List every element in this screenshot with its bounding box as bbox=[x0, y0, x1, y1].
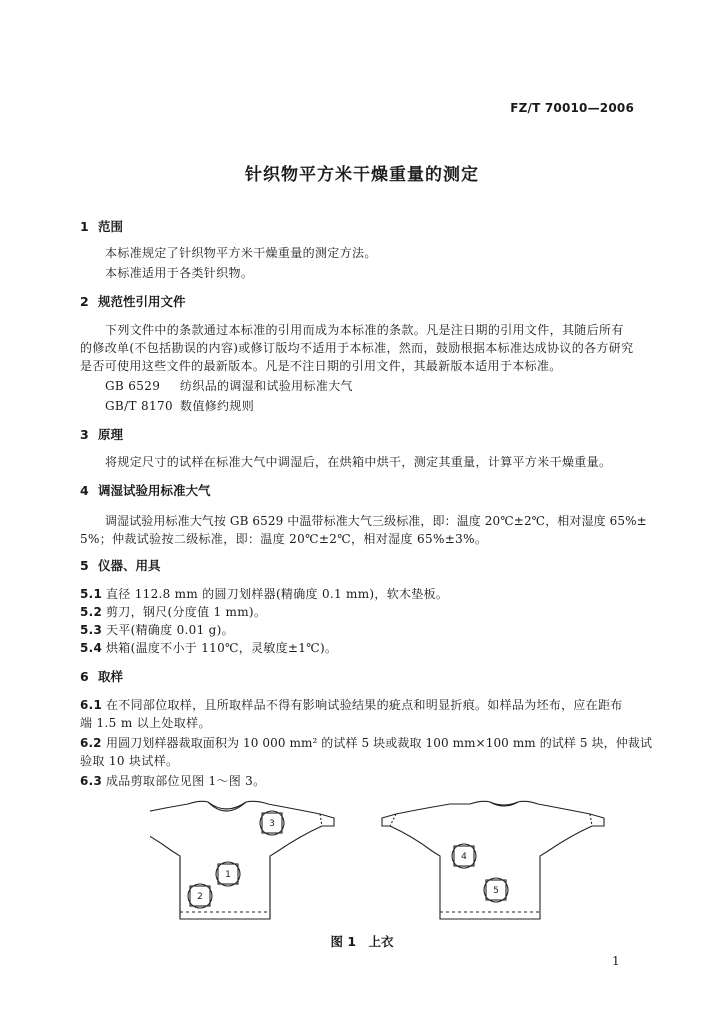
sample-label-4: 4 bbox=[461, 852, 467, 862]
paragraph-line: 的修改单(不包括勘误的内容)或修订版均不适用于本标准，然而，鼓励根据本标准达成协议的各方研究 bbox=[80, 341, 634, 355]
section-title: 仪器、用具 bbox=[98, 558, 161, 573]
section-number: 4 bbox=[80, 483, 89, 498]
clause-text-continued: 验取 10 块试样。 bbox=[80, 754, 179, 768]
clause-text: 天平(精确度 0.01 g)。 bbox=[106, 623, 234, 637]
clause-text: 剪刀，钢尺(分度值 1 mm)。 bbox=[106, 605, 267, 619]
clause-5-1 bbox=[80, 585, 448, 602]
section-number: 3 bbox=[80, 427, 89, 442]
figure-caption: 图 1 上衣 bbox=[330, 934, 394, 949]
clause-text-continued: 端 1.5 m 以上处取样。 bbox=[80, 716, 211, 730]
section-3-heading bbox=[80, 425, 123, 443]
reference-item bbox=[105, 377, 353, 394]
sample-label-2: 2 bbox=[197, 892, 203, 902]
section-title: 取样 bbox=[98, 669, 124, 684]
clause-number: 5.3 bbox=[80, 623, 103, 637]
section-number: 1 bbox=[80, 219, 89, 234]
clause-6-2 bbox=[80, 734, 652, 751]
clause-number: 6.2 bbox=[80, 736, 102, 750]
clause-number: 5.2 bbox=[80, 605, 103, 619]
paragraph: 本标准规定了针织物平方米干燥重量的测定方法。 bbox=[105, 246, 377, 260]
page-number: 1 bbox=[612, 954, 620, 968]
section-number: 6 bbox=[80, 669, 89, 684]
clause-text: 烘箱(温度不小于 110℃，灵敏度±1℃)。 bbox=[106, 641, 338, 655]
section-title: 范围 bbox=[98, 219, 124, 234]
section-title: 原理 bbox=[98, 427, 124, 442]
clause-5-4 bbox=[80, 639, 337, 656]
clause-text: 用圆刀划样器裁取面积为 10 000 mm² 的试样 5 块或裁取 100 mm×100 mm 的试样 5 块，仲裁试 bbox=[106, 736, 653, 750]
reference-code: GB/T 8170 bbox=[105, 399, 173, 413]
clause-number: 6.3 bbox=[80, 774, 103, 788]
section-number: 2 bbox=[80, 294, 89, 309]
clause-text: 成品剪取部位见图 1～图 3。 bbox=[106, 774, 266, 788]
reference-code: GB 6529 bbox=[105, 379, 161, 393]
clause-number: 6.1 bbox=[80, 698, 103, 712]
section-2-heading bbox=[80, 292, 186, 310]
paragraph-line: 是否可使用这些文件的最新版本。凡是不注日期的引用文件，其最新版本适用于本标准。 bbox=[80, 359, 562, 373]
section-title: 调湿试验用标准大气 bbox=[98, 483, 211, 498]
clause-5-2 bbox=[80, 603, 266, 620]
clause-text: 直径 112.8 mm 的圆刀划样器(精确度 0.1 mm)，软木垫板。 bbox=[106, 587, 449, 601]
paragraph-line: 调湿试验用标准大气按 GB 6529 中温带标准大气三级标准，即：温度 20℃±2℃，相对湿度 65%± bbox=[105, 514, 647, 528]
reference-item bbox=[105, 397, 254, 414]
garment-front bbox=[150, 801, 334, 919]
section-title: 规范性引用文件 bbox=[98, 294, 186, 309]
section-4-heading bbox=[80, 481, 211, 499]
paragraph: 将规定尺寸的试样在标准大气中调湿后，在烘箱中烘干，测定其重量，计算平方米干燥重量。 bbox=[105, 455, 612, 469]
sample-label-1: 1 bbox=[225, 870, 231, 880]
clause-6-3 bbox=[80, 772, 265, 789]
clause-5-3 bbox=[80, 621, 234, 638]
sample-label-5: 5 bbox=[493, 886, 499, 896]
paragraph-line: 下列文件中的条款通过本标准的引用而成为本标准的条款。凡是注日期的引用文件，其随后所有 bbox=[105, 323, 624, 337]
clause-number: 5.4 bbox=[80, 641, 103, 655]
sample-label-3: 3 bbox=[269, 819, 275, 829]
section-number: 5 bbox=[80, 558, 89, 573]
figure-1-garment-diagram bbox=[150, 796, 610, 926]
reference-title: 数值修约规则 bbox=[180, 399, 255, 413]
reference-title: 纺织品的调湿和试验用标准大气 bbox=[180, 379, 353, 393]
section-5-heading bbox=[80, 556, 161, 574]
clause-number: 5.1 bbox=[80, 587, 103, 601]
clause-text: 在不同部位取样，且所取样品不得有影响试验结果的疵点和明显折痕。如样品为坯布，应在距布 bbox=[106, 698, 623, 712]
paragraph-line: 5%；仲裁试验按二级标准，即：温度 20℃±2℃，相对湿度 65%±3%。 bbox=[80, 532, 488, 546]
section-6-heading bbox=[80, 667, 123, 685]
standard-code: FZ/T 70010—2006 bbox=[510, 101, 634, 115]
garment-back bbox=[382, 801, 604, 919]
document-title: 针织物平方米干燥重量的测定 bbox=[245, 165, 479, 185]
clause-6-1 bbox=[80, 696, 623, 713]
section-1-heading bbox=[80, 217, 123, 235]
paragraph: 本标准适用于各类针织物。 bbox=[105, 266, 254, 280]
